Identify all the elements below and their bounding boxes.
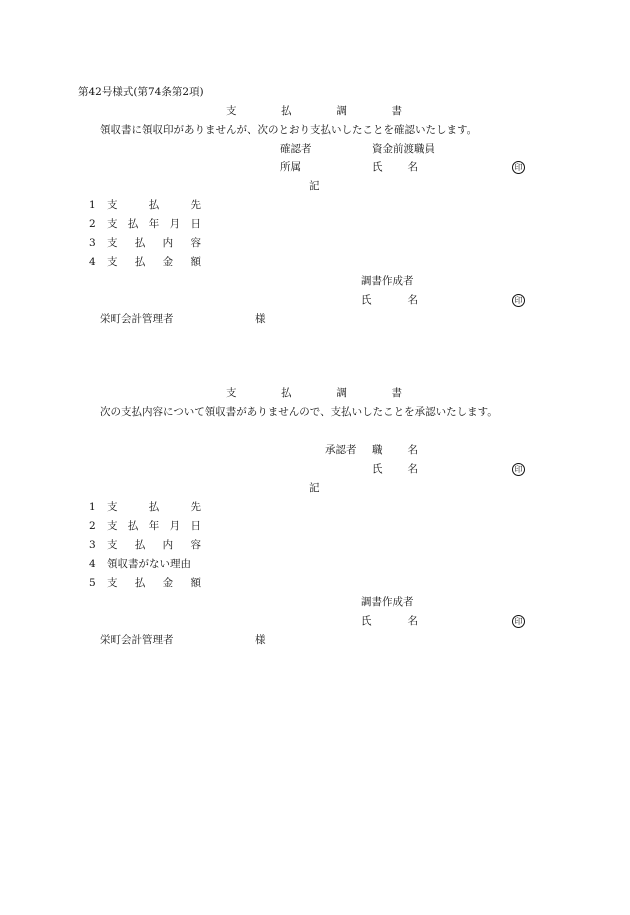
item-number: 2 — [89, 218, 96, 230]
title-char: 払 — [281, 105, 292, 117]
title-char: 書 — [391, 387, 402, 399]
addressee: 栄町会計管理者 — [100, 634, 174, 646]
honorific: 様 — [255, 313, 266, 325]
item-label-payment-content — [107, 538, 201, 552]
confirmer-name-label — [372, 160, 418, 174]
title-label-char: 名 — [407, 444, 418, 456]
item-label-payee — [107, 198, 201, 212]
item-char: 金 — [162, 256, 174, 268]
title-label-char: 職 — [372, 444, 383, 456]
item-char: 払 — [134, 539, 146, 551]
item-label-payment-content — [107, 236, 201, 250]
item-char: 容 — [190, 539, 201, 551]
name-label-char: 氏 — [361, 294, 372, 306]
section1-title — [226, 104, 402, 118]
item-char: 内 — [162, 237, 174, 249]
affiliation-label: 所属 — [280, 161, 301, 173]
honorific: 様 — [255, 634, 266, 646]
item-char: 支 — [107, 199, 118, 211]
name-label-char: 氏 — [372, 161, 383, 173]
item-char: 額 — [190, 256, 201, 268]
name-label-char: 氏 — [372, 463, 383, 475]
seal-mark: 印 — [512, 615, 525, 628]
preparer-name-label — [361, 293, 418, 307]
item-char: 支 — [107, 218, 118, 230]
item-number: 3 — [89, 237, 96, 249]
item-char: 払 — [134, 256, 146, 268]
name-label-char: 名 — [407, 294, 418, 306]
seal-mark: 印 — [512, 161, 525, 174]
approver-label: 承認者 — [325, 444, 357, 456]
name-label-char: 名 — [407, 615, 418, 627]
item-char: 先 — [190, 199, 201, 211]
item-char: 年 — [148, 218, 160, 230]
item-number: 3 — [89, 539, 96, 551]
preparer-name-label — [361, 614, 418, 628]
addressee: 栄町会計管理者 — [100, 313, 174, 325]
item-char: 支 — [107, 577, 118, 589]
advance-official-label: 資金前渡職員 — [372, 143, 435, 155]
item-label-payment-date — [107, 519, 201, 533]
item-char: 払 — [148, 501, 160, 513]
item-char: 払 — [148, 199, 160, 211]
preparer-label: 調書作成者 — [361, 596, 414, 608]
approver-title-label — [372, 443, 418, 457]
item-char: 日 — [190, 218, 201, 230]
item-char: 払 — [127, 520, 139, 532]
item-number: 4 — [89, 558, 96, 570]
title-char: 調 — [336, 387, 347, 399]
item-char: 支 — [107, 256, 118, 268]
item-char: 支 — [107, 520, 118, 532]
item-char: 内 — [162, 539, 174, 551]
item-number: 1 — [89, 199, 96, 211]
item-label-no-receipt-reason: 領収書がない理由 — [107, 558, 191, 570]
item-char: 先 — [190, 501, 201, 513]
item-number: 1 — [89, 501, 96, 513]
item-char: 容 — [190, 237, 201, 249]
name-label-char: 名 — [407, 463, 418, 475]
ki-label: 記 — [309, 180, 320, 192]
title-char: 書 — [391, 105, 402, 117]
seal-mark: 印 — [512, 294, 525, 307]
ki-label: 記 — [309, 482, 320, 494]
confirmer-label: 確認者 — [280, 143, 312, 155]
item-label-payment-date — [107, 217, 201, 231]
item-char: 金 — [162, 577, 174, 589]
item-char: 日 — [190, 520, 201, 532]
item-char: 額 — [190, 577, 201, 589]
section2-statement: 次の支払内容について領収書がありませんので、支払いしたことを承認いたします。 — [100, 406, 498, 418]
item-char: 支 — [107, 237, 118, 249]
name-label-char: 名 — [407, 161, 418, 173]
name-label-char: 氏 — [361, 615, 372, 627]
title-char: 調 — [336, 105, 347, 117]
section1-statement: 領収書に領収印がありませんが、次のとおり支払いしたことを確認いたします。 — [100, 124, 478, 136]
item-number: 5 — [89, 577, 96, 589]
approver-name-label — [372, 462, 418, 476]
item-char: 払 — [134, 237, 146, 249]
title-char: 払 — [281, 387, 292, 399]
seal-mark: 印 — [512, 463, 525, 476]
item-number: 2 — [89, 520, 96, 532]
section2-title — [226, 386, 402, 400]
item-char: 月 — [169, 520, 181, 532]
item-label-payment-amount — [107, 576, 201, 590]
form-number: 第42号様式(第74条第2項) — [78, 86, 204, 98]
item-label-payment-amount — [107, 255, 201, 269]
item-label-payee — [107, 500, 201, 514]
preparer-label: 調書作成者 — [361, 275, 414, 287]
item-char: 月 — [169, 218, 181, 230]
title-char: 支 — [226, 105, 237, 117]
item-char: 支 — [107, 539, 118, 551]
title-char: 支 — [226, 387, 237, 399]
item-number: 4 — [89, 256, 96, 268]
item-char: 支 — [107, 501, 118, 513]
item-char: 払 — [134, 577, 146, 589]
item-char: 年 — [148, 520, 160, 532]
item-char: 払 — [127, 218, 139, 230]
